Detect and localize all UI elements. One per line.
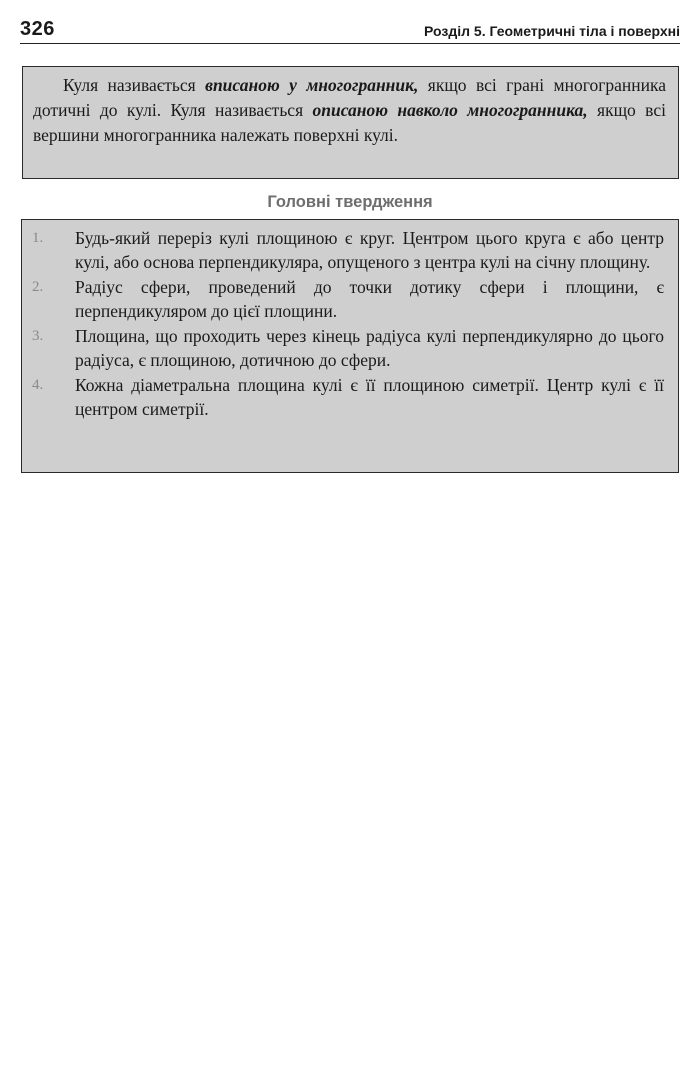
definition-part-1: Куля називається [63, 75, 206, 95]
header-rule [20, 43, 680, 44]
page-header [20, 18, 680, 44]
definition-part-3: якщо всі вершини многогранника належать поверхні кулі. [33, 100, 666, 145]
statement-text: Будь-який переріз кулі площиною є круг. Центром цього круга є або центр кулі, або основа перпендикуляра, опущеного з центра кулі на січну площину. [75, 228, 664, 272]
statement-number: 4. [32, 377, 44, 393]
statements-box [21, 219, 679, 473]
definition-text [33, 73, 666, 148]
statement-number: 2. [32, 279, 44, 295]
statement-text: Площина, що проходить через кінець радіуса кулі перпендикулярно до цього радіуса, є площиною, дотичною до сфери. [75, 326, 664, 370]
page-number: 326 [20, 18, 55, 40]
statement-number: 3. [32, 328, 44, 344]
definition-part-2: якщо всі грані многогранника дотичні до кулі. Куля називається [33, 75, 666, 120]
term-inscribed-sphere: вписаною у многогранник, [205, 75, 419, 95]
statement-number: 1. [32, 230, 44, 246]
statement-item [32, 324, 664, 372]
running-head: Розділ 5. Геометричні тіла і поверхні [424, 23, 680, 39]
statement-item [32, 373, 664, 421]
definition-box [22, 66, 679, 179]
term-circumscribed-sphere: описаною навколо многогранника, [312, 100, 588, 120]
statement-text: Радіус сфери, проведений до точки дотику сфери і площини, є перпендикуляром до цієї площини. [75, 277, 664, 321]
statement-item [32, 275, 664, 323]
section-title: Головні твердження [267, 193, 433, 211]
statement-text: Кожна діаметральна площина кулі є її площиною симетрії. Центр кулі є її центром симетрії. [75, 375, 664, 419]
statement-item [32, 226, 664, 274]
